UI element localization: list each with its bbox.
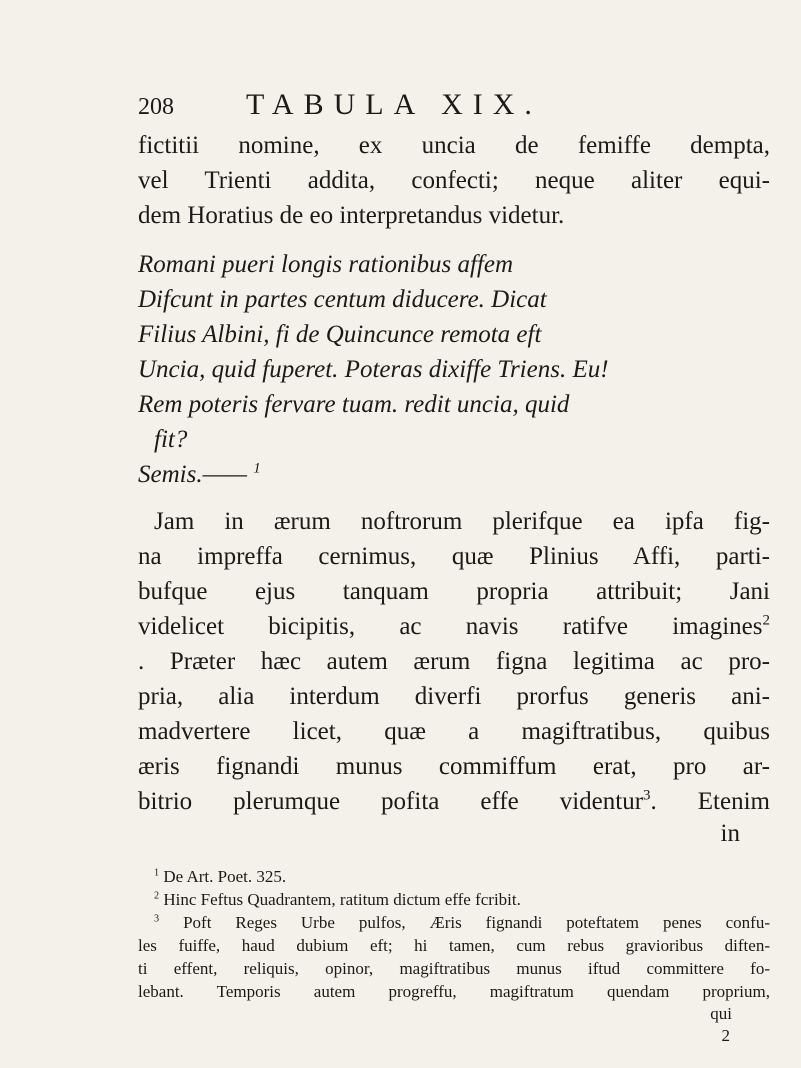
- signature-mark: 2: [721, 1026, 730, 1045]
- text-line: pria, alia interdum diverfi prorfus generis ani-: [138, 683, 770, 710]
- verse-line: fit?: [154, 426, 188, 453]
- paragraph-intro: [138, 128, 770, 233]
- text-line: fictitii nomine, ex uncia de femiffe dempta,: [138, 132, 770, 159]
- page-header: [138, 88, 770, 128]
- verse-line: Romani pueri longis rationibus affem: [138, 251, 513, 278]
- verse-line: Filius Albini, fi de Quincunce remota eft: [138, 321, 542, 348]
- footnote-catchword: qui: [710, 1004, 732, 1023]
- text-line: æris fignandi munus commiffum erat, pro ar-: [138, 753, 770, 780]
- footnote-3-line: lebant. Temporis autem progreffu, magiftratum quendam proprium,: [138, 982, 770, 1001]
- text-segment: . Etenim: [650, 788, 770, 815]
- verse-line: Uncia, quid fuperet. Poteras dixiffe Triens. Eu!: [138, 356, 609, 383]
- verse-line: [138, 457, 770, 492]
- footnote-ref-3: 3: [643, 787, 651, 804]
- running-title: TABULA XIX.: [246, 88, 542, 121]
- page-number: 208: [138, 94, 174, 120]
- book-page: [138, 88, 770, 1047]
- footnotes: [138, 865, 770, 1003]
- footnote-3-line: ti effent, reliquis, opinor, magiftratibus munus iftud committere fo-: [138, 959, 770, 978]
- footnote-marker: 3: [154, 913, 160, 925]
- footnote-1: [138, 865, 770, 888]
- text-line: . Præter hæc autem ærum figna legitima ac pro-: [138, 648, 770, 675]
- text-line: bufque ejus tanquam propria attribuit; Jani: [138, 578, 770, 605]
- catchword: in: [720, 820, 740, 847]
- verse-line: Difcunt in partes centum diducere. Dicat: [138, 286, 547, 313]
- verse-line: Rem poteris fervare tuam. redit uncia, quid: [138, 391, 570, 418]
- text-line: [138, 784, 770, 819]
- horace-quotation: [138, 247, 770, 492]
- text-line: dem Horatius de eo interpretandus videtur.: [138, 202, 565, 229]
- footnote-ref-2: 2: [762, 612, 770, 629]
- text-line: [138, 609, 770, 644]
- footnote-2: [138, 888, 770, 911]
- text-segment: bitrio plerumque pofita effe videntur: [138, 788, 644, 815]
- text-line: vel Trienti addita, confecti; neque aliter equi-: [138, 167, 770, 194]
- footnote-text: De Art. Poet. 325.: [163, 867, 287, 886]
- text-line: madvertere licet, quæ a magiftratibus, quibus: [138, 718, 770, 745]
- verse-text: Semis.——: [138, 461, 248, 488]
- footnote-marker: 1: [154, 867, 160, 879]
- footnote-text: Hinc Feftus Quadrantem, ratitum dictum effe fcribit.: [163, 890, 521, 909]
- footnote-3-line: les fuiffe, haud dubium eft; hi tamen, cum rebus gravioribus diften-: [138, 936, 770, 955]
- footnote-3: [138, 911, 770, 934]
- text-segment: videlicet bicipitis, ac navis ratifve imagines: [138, 613, 763, 640]
- text-line: na impreffa cernimus, quæ Plinius Affi, parti-: [138, 543, 770, 570]
- footnote-marker: 2: [154, 890, 160, 902]
- footnote-ref-1: 1: [253, 460, 261, 477]
- paragraph-coins: [138, 504, 770, 819]
- text-line: Jam in ærum noftrorum plerifque ea ipfa fig-: [154, 508, 770, 535]
- footnote-text: Poft Reges Urbe pulfos, Æris fignandi poteftatem penes confu-: [183, 913, 771, 932]
